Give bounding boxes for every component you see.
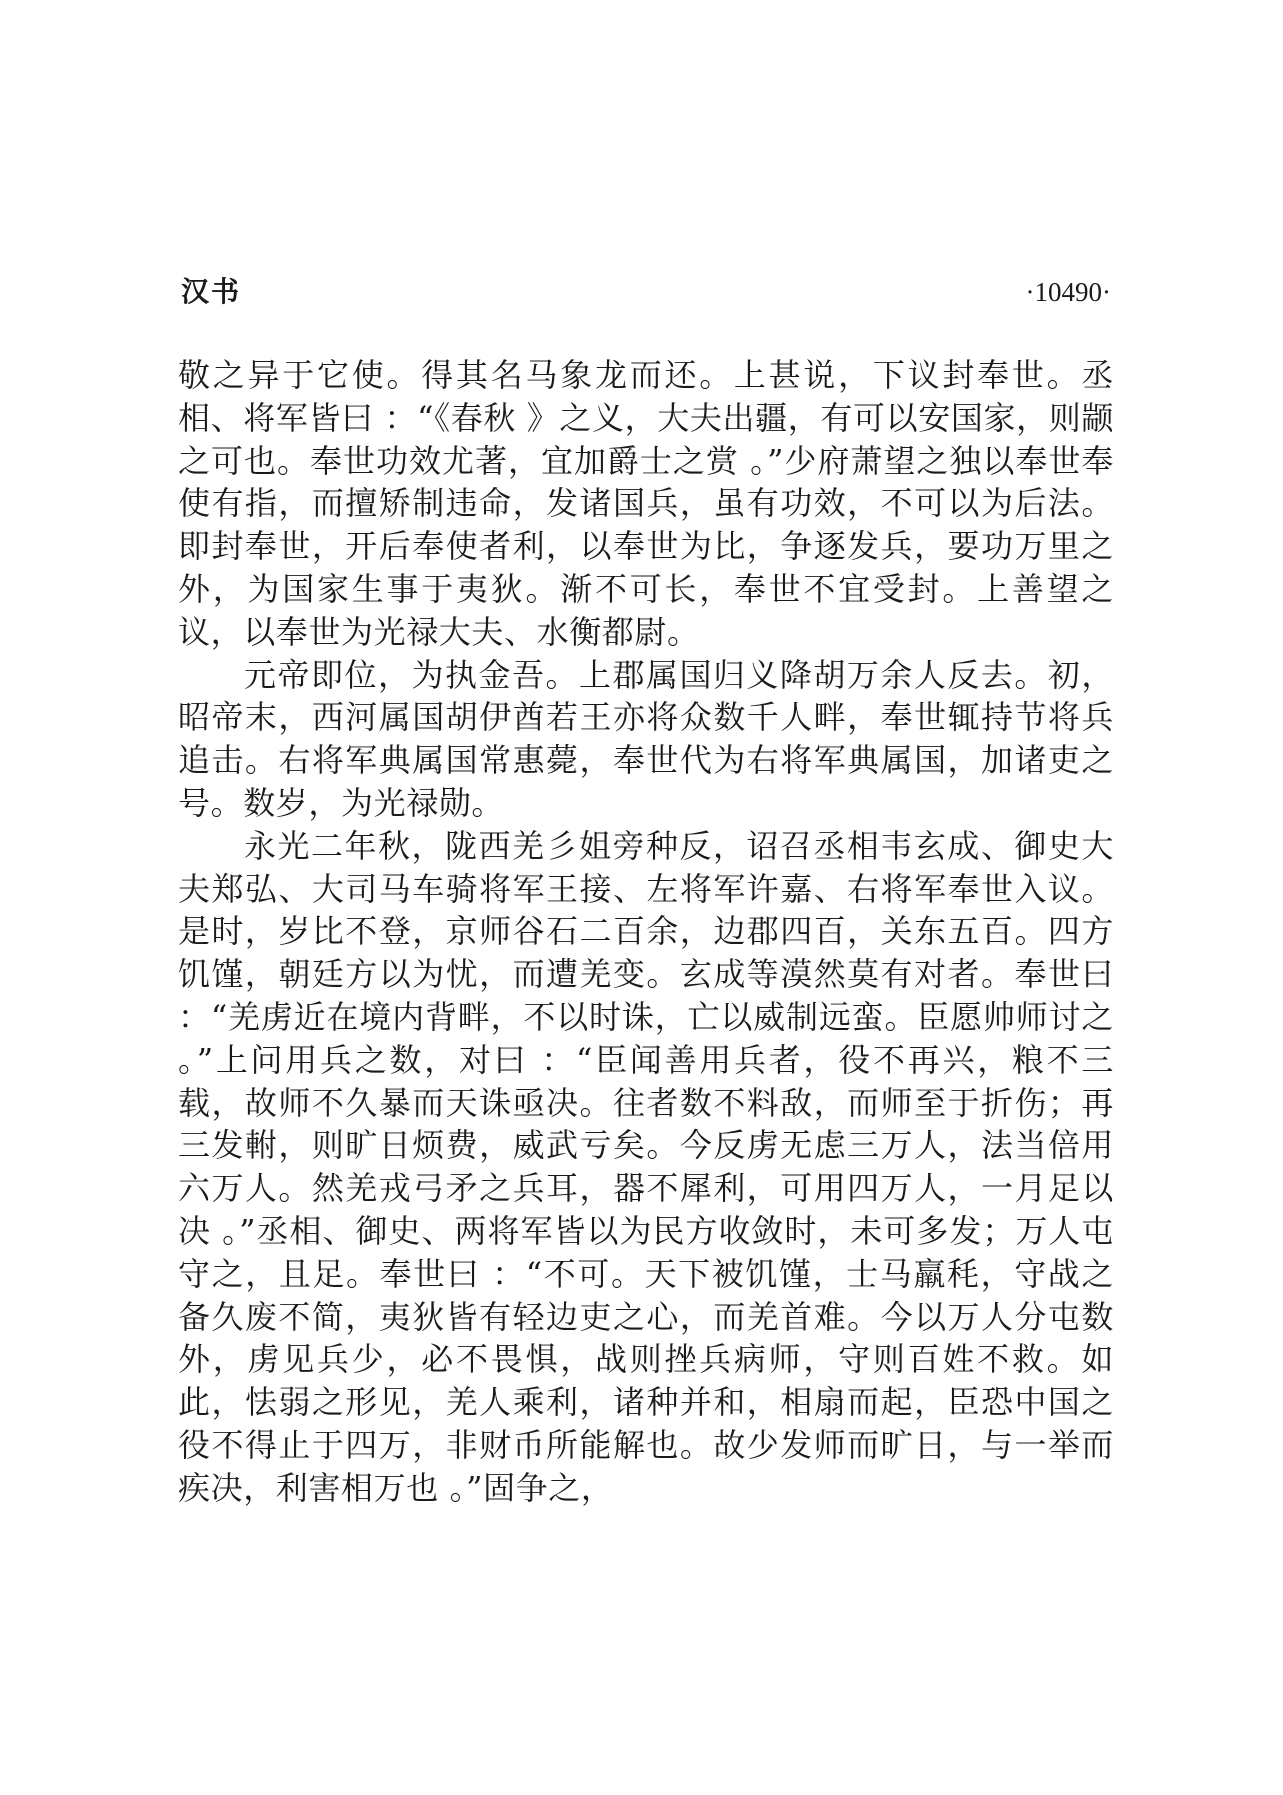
book-title: 汉书 — [181, 275, 242, 308]
paragraph: 元帝即位，为执金吾。上郡属国归义降胡万余人反去。初，昭帝末，西河属国胡伊酋若王亦将众数千人畔，奉世辄持节将兵追击。右将军典属国常惠薨，奉世代为右将军典属国，加诸吏之号。数岁，为光禄勋。 — [178, 655, 1114, 822]
page-number: ·10490· — [1025, 277, 1111, 307]
paragraph: 永光二年秋，陇西羌彡姐旁种反，诏召丞相韦玄成、御史大夫郑弘、大司马车骑将军王接、左将军许嘉、右将军奉世入议。是时，岁比不登，京师谷石二百余，边郡四百，关东五百。四方饥馑，朝廷方以为忧，而遭羌变。玄成等漠然莫有对者。奉世曰 ：“羌虏近在境内背畔，不以时诛，亡以威制远蛮。臣愿帅师讨之 。”上问用兵之数，对曰 ：“臣闻善用兵者，役不再兴，粮不三载，故师不久暴而天诛亟决。往者数不料敌，而师至于折伤；再三发軵，则旷日烦费，威武亏矣。今反虏无虑三万人，法当倍用六万人。然羌戎弓矛之兵耳，器不犀利，可用四万人，一月足以决 。”丞相、御史、两将军皆以为民方收敛时，未可多发；万人屯守之，且足。奉世曰 ：“不可。天下被饥馑，士马羸秏，守战之备久废不简，夷狄皆有轻边吏之心，而羌首难。今以万人分屯数外，虏见兵少，必不畏惧，战则挫兵病师，守则百姓不救。如此，怯弱之形见，羌人乘利，诸种并和，相扇而起，臣恐中国之役不得止于四万，非财币所能解也。故少发师而旷日，与一举而疾决，利害相万也 。”固争之， — [178, 826, 1114, 1507]
body-text — [178, 354, 1114, 1510]
paragraph: 敬之异于它使。得其名马象龙而还。上甚说，下议封奉世。丞相、将军皆曰 ：“《春秋 》之义，大夫出疆，有可以安国家，则颛之可也。奉世功效尤著，宜加爵士之赏 。”少府萧望之独以奉世奉使有指，而擅矫制违命，发诸国兵，虽有功效，不可以为后法。即封奉世，开后奉使者利，以奉世为比，争逐发兵，要功万里之外，为国家生事于夷狄。渐不可长，奉世不宜受封。上善望之议，以奉世为光禄大夫、水衡都尉。 — [178, 356, 1114, 651]
page-header — [181, 272, 1111, 312]
